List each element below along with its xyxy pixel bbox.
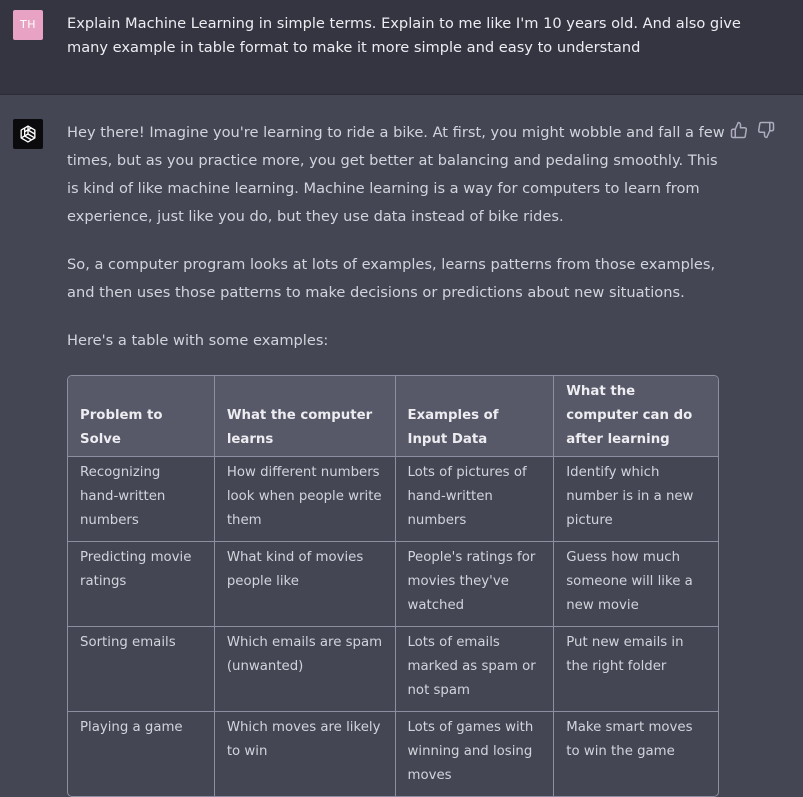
table-row [68, 457, 718, 542]
table-header-cell: Examples of Input Data [396, 376, 555, 457]
table-row [68, 542, 718, 627]
table-header-cell: Problem to Solve [68, 376, 215, 457]
table-cell: People's ratings for movies they've watched [396, 542, 555, 627]
table-cell: Sorting emails [68, 627, 215, 712]
table-cell: Guess how much someone will like a new movie [554, 542, 718, 627]
table-cell: How different numbers look when people write them [215, 457, 396, 542]
assistant-message-content [67, 119, 727, 797]
table-row [68, 627, 718, 712]
table-cell: Lots of emails marked as spam or not spam [396, 627, 555, 712]
examples-table [67, 375, 719, 797]
table-cell: Which emails are spam (unwanted) [215, 627, 396, 712]
paragraph: Here's a table with some examples: [67, 332, 329, 349]
table-row [68, 712, 718, 796]
table-cell: Lots of pictures of hand-written numbers [396, 457, 555, 542]
thumbs-down-icon[interactable] [757, 121, 775, 139]
table-cell: Make smart moves to win the game [566, 720, 693, 759]
table-cell: Playing a game [68, 712, 215, 796]
table-cell: What kind of movies people like [215, 542, 396, 627]
table-cell: Lots of games with winning and losing moves [396, 712, 555, 796]
thumbs-up-icon[interactable] [730, 121, 748, 139]
table-cell: Recognizing hand-written numbers [68, 457, 215, 542]
table-cell: Which moves are likely to win [215, 712, 396, 796]
table-header-row [68, 376, 718, 457]
table-cell: Put new emails in the right folder [554, 627, 718, 712]
openai-logo-icon [13, 119, 43, 149]
table-cell: Identify which number is in a new picture [554, 457, 718, 542]
feedback-controls [730, 121, 775, 139]
user-message-text: Explain Machine Learning in simple terms. Explain to me like I'm 10 years old. And also give many example in table format to make it more simple and easy to understand [67, 15, 741, 56]
table-header-cell: What the computer learns [215, 376, 396, 457]
assistant-message [0, 95, 803, 783]
table-header-cell: What the computer can do after learning [554, 376, 718, 457]
user-avatar: TH [13, 10, 43, 40]
table-cell: Predicting movie ratings [68, 542, 215, 627]
paragraph: Hey there! Imagine you're learning to ride a bike. At first, you might wobble and fall a few times, but as you practice more, you get better at balancing and pedaling smoothly. This is kind of like machine learning. Machine learning is a way for computers to learn from experience, just like you do, but they use data instead of bike rides. [67, 124, 725, 225]
paragraph: So, a computer program looks at lots of examples, learns patterns from those examples, and then uses those patterns to make decisions or predictions about new situations. [67, 256, 716, 301]
user-message [0, 0, 803, 95]
